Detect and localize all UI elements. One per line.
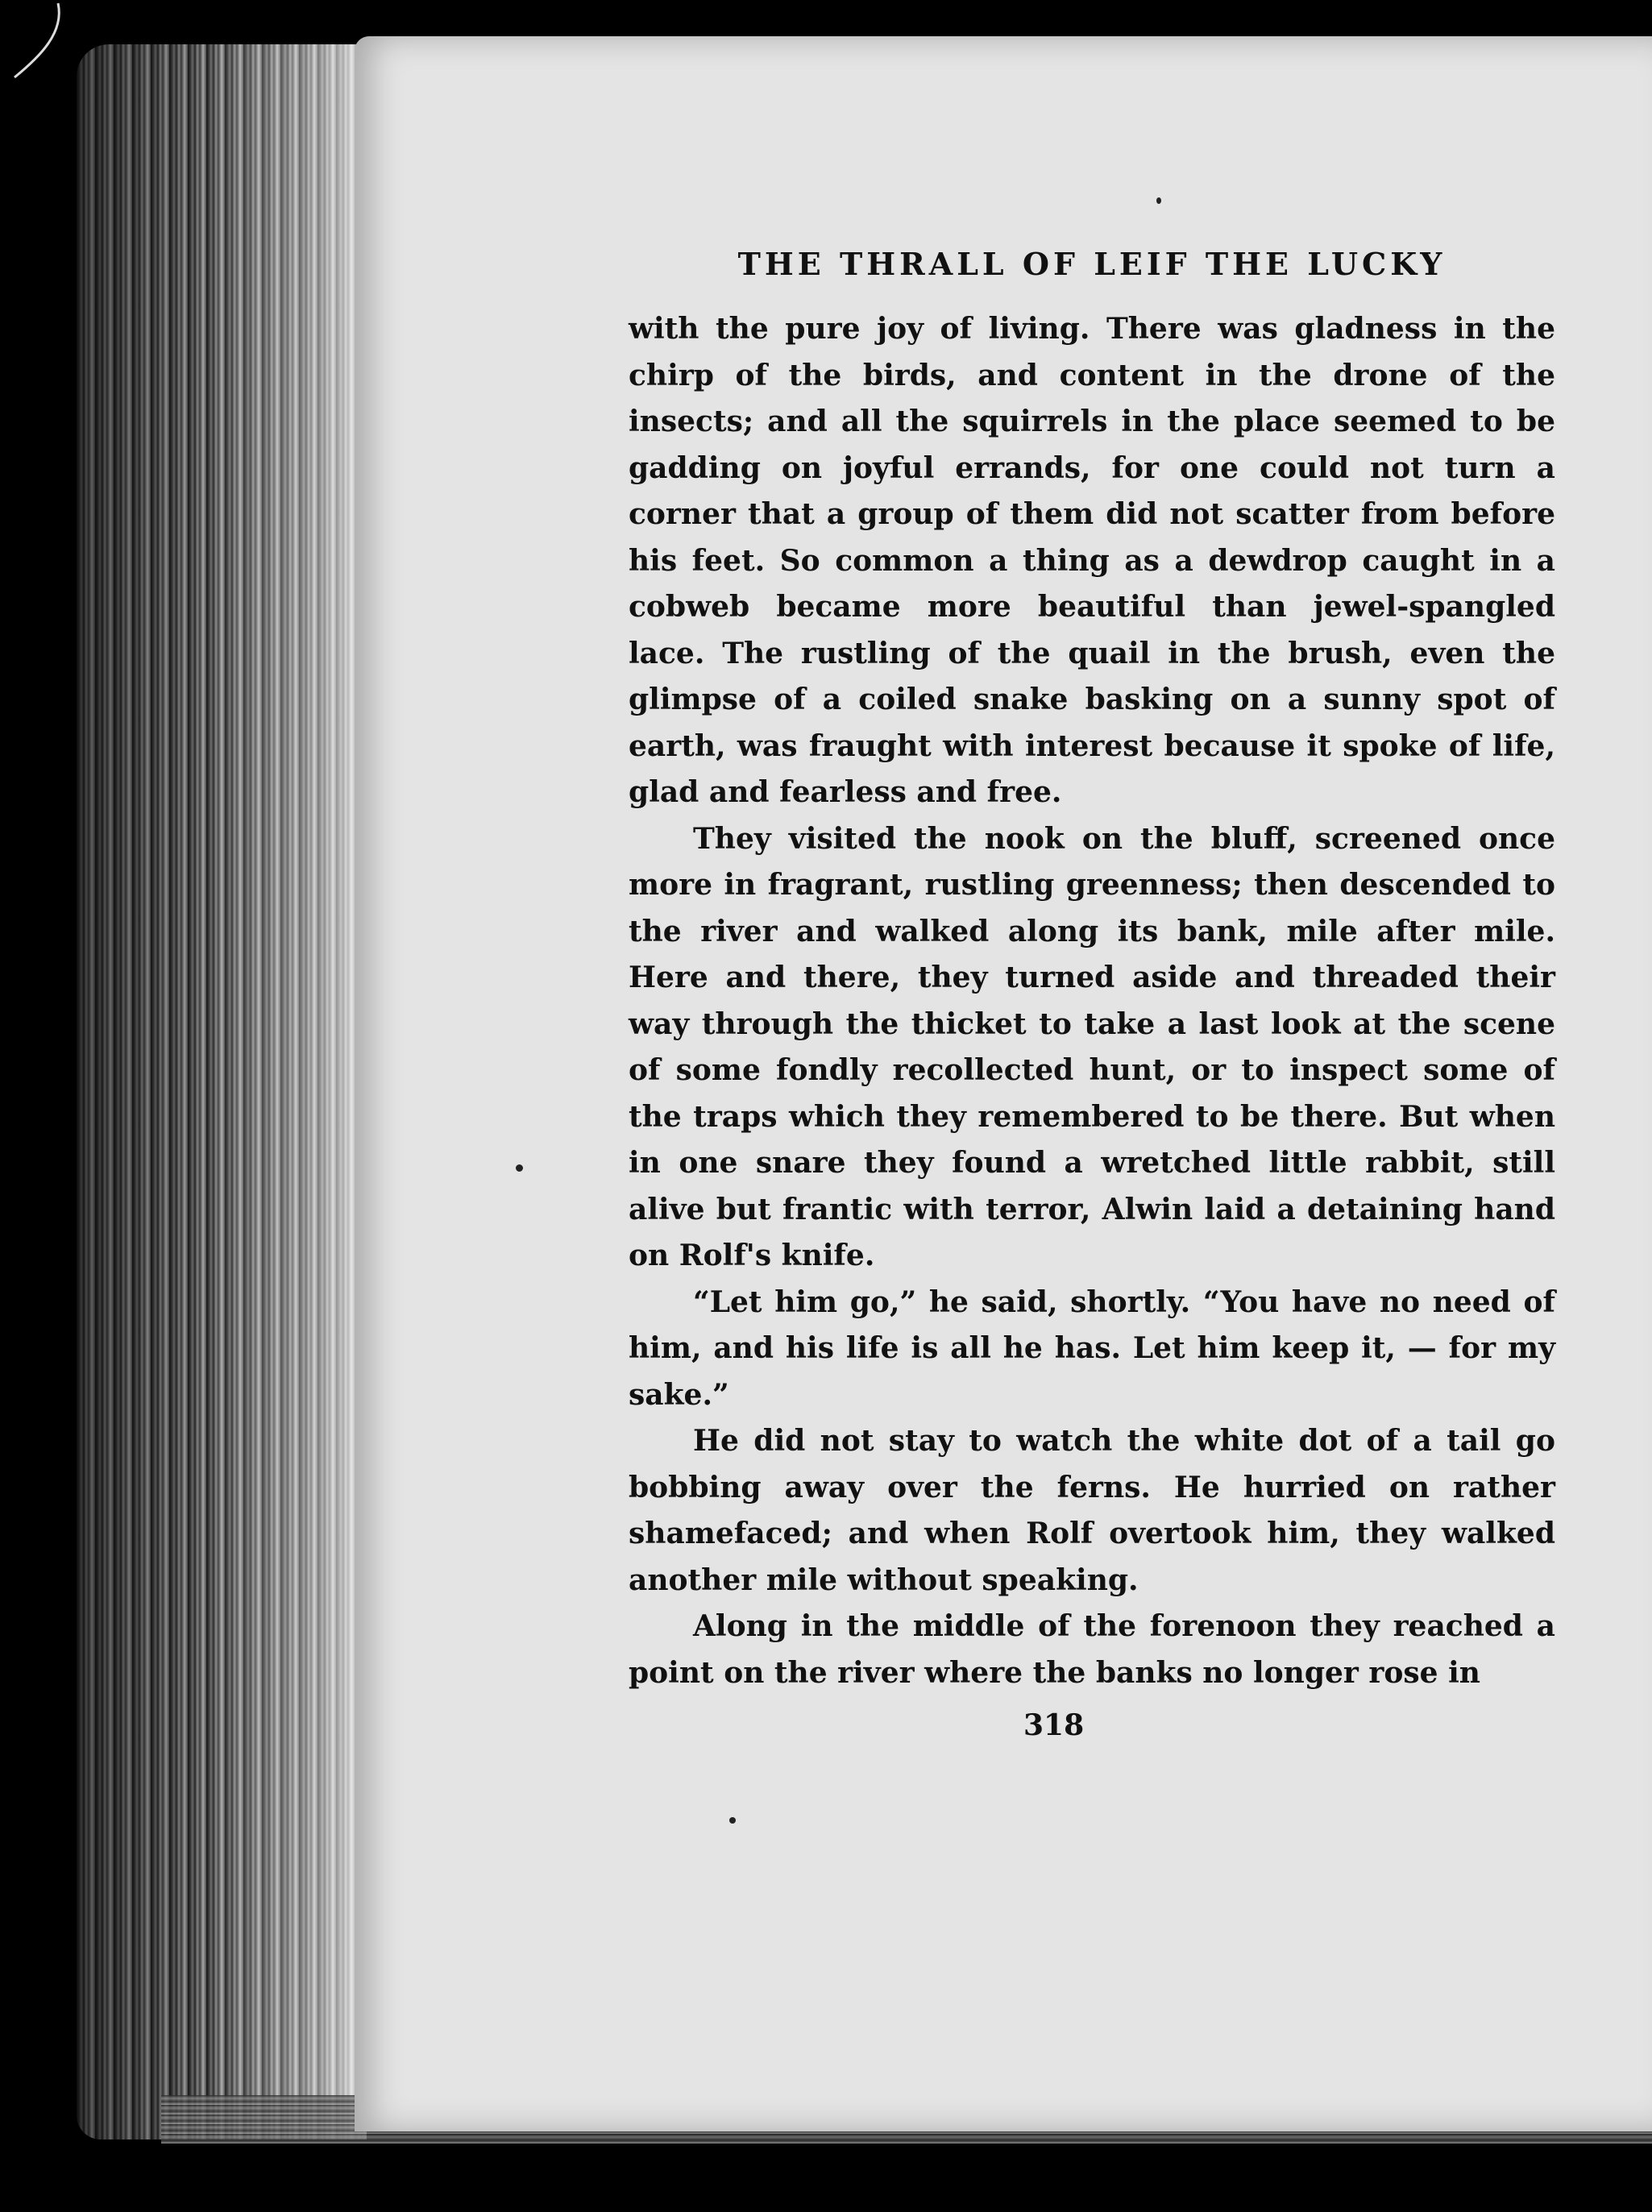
paragraph: “Let him go,” he said, shortly. “You have no need of him, and his life is all he has. Let him keep it, — for my sake.” (629, 1284, 1555, 1412)
scan-corner-mark (8, 0, 64, 89)
text-block (629, 246, 1555, 1696)
ink-speck (1156, 197, 1161, 204)
ink-speck (729, 1817, 736, 1824)
page-edges (77, 44, 367, 2139)
running-head: THE THRALL OF LEIF THE LUCKY (737, 246, 1447, 282)
paragraph: Along in the middle of the forenoon they reached a point on the river where the banks no longer rose in (629, 1609, 1555, 1690)
paragraph: with the pure joy of living. There was gladness in the chirp of the birds, and content in the drone of the insects; and all the squirrels in the place seemed to be gadding on joyful errands, for one could not turn a corner that a group of them did not scatter from before his feet. So common a thing as a dewdrop caught in a cobweb became more beautiful than jewel-spangled lace. The rustling of the quail in the brush, even the glimpse of a coiled snake basking on a sunny spot of earth, was fraught with interest because it spoke of life, glad and fearless and free. (629, 312, 1555, 809)
page-number: 318 (1023, 1708, 1085, 1742)
paragraph: They visited the nook on the bluff, screened once more in fragrant, rustling greenness; then descended to the river and walked along its bank, mile after mile. Here and there, they turned aside and threaded their way through the thicket to take a last look at the scene of some fondly recollected hunt, or to inspect some of the traps which they remembered to be there. But when in one snare they found a wretched little rabbit, still alive but frantic with terror, Alwin laid a detaining hand on Rolf's knife. (629, 821, 1555, 1272)
ink-speck (516, 1164, 523, 1172)
paragraph: He did not stay to watch the white dot of a tail go bobbing away over the ferns. He hurried on rather shamefaced; and when Rolf overtook him, they walked another mile without speaking. (629, 1424, 1555, 1597)
